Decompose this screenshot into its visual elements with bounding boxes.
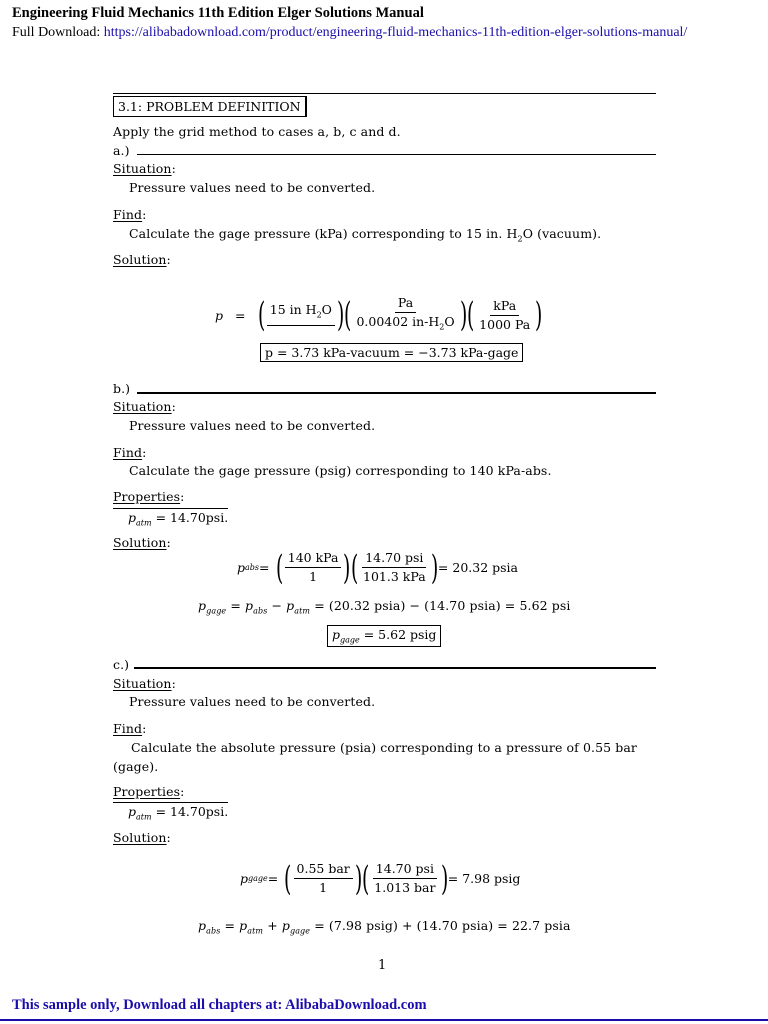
part-b-situation-label: Situation: (113, 399, 176, 414)
fraction-2: $\frac{\text{14.70 psi}}{\text{101.3 kPa}}$ (363, 550, 426, 584)
fraction-1: $\frac{\text{140 kPa}}{1}$ (285, 551, 342, 584)
fraction-2: $\frac{\text{14.70 psi}}{\text{1.013 bar}}$ (374, 861, 436, 895)
download-link[interactable]: https://alibabadownload.com/product/engineering-fluid-mechanics-11th-edition-elger-solutions-manual/ (103, 25, 688, 40)
part-c-situation-label: Situation: (113, 676, 176, 691)
part-a-result: p = 3.73 kPa-vacuum = −3.73 kPa-gage (260, 343, 523, 362)
part-b-result: $p_{gage} = 5.62$ psig (327, 625, 441, 647)
part-b-find-label: Find: (113, 445, 147, 460)
footer-rule (0, 1019, 768, 1021)
part-b-properties-label: Properties: (113, 489, 185, 504)
part-c-rule (134, 667, 656, 669)
part-c-marker: c.) (113, 657, 130, 672)
part-a-situation-label: Situation: (113, 161, 176, 176)
part-c-property: $p_{atm} = 14.70psi$. (113, 802, 228, 822)
download-line (12, 25, 687, 41)
fraction-1: 15 in $H_2O$ (267, 303, 335, 328)
document-title: Engineering Fluid Mechanics 11th Edition Elger Solutions Manual (12, 5, 424, 21)
part-b-solution-label: Solution: (113, 535, 171, 550)
part-a-solution-label: Solution: (113, 252, 171, 267)
part-b-find-text: Calculate the gage pressure (psig) corresponding to 140 kPa-abs. (129, 463, 552, 478)
part-a-rule (137, 154, 656, 155)
intro-text: Apply the grid method to cases a, b, c and d. (113, 124, 401, 139)
part-c-properties-label: Properties: (113, 784, 185, 799)
eq-var: p (215, 307, 224, 323)
part-a-marker: a.) (113, 143, 130, 158)
download-prefix: Full Download: (12, 25, 104, 40)
part-c-equation-1: p gage = ( $\frac{\text{0.55 bar}}{1}$ ) ( $\frac{\text{14.70 psi}}{\text{1.013 bar}}$ ) = 7.98 psig (240, 858, 521, 899)
part-c-equation-2: $p_{abs} = p_{atm} + p_{gage} = (7.98$ psig) + (14.70 psia) = 22.7 psia (198, 918, 571, 936)
section-top-rule (113, 93, 656, 94)
part-c-find-label: Find: (113, 721, 147, 736)
part-b-situation-text: Pressure values need to be converted. (129, 418, 376, 433)
part-b-equation-1: p abs = ( $\frac{\text{140 kPa}}{1}$ ) ( $\frac{\text{14.70 psi}}{\text{101.3 kPa}}$ ) = 20.32 psia (237, 547, 518, 588)
part-c-situation-text: Pressure values need to be converted. (129, 694, 376, 709)
part-b-property: $p_{atm} = 14.70psi$. (113, 508, 228, 528)
part-b-marker: b.) (113, 381, 131, 396)
part-b-equation-2: $p_{gage} = p_{abs} - p_{atm} = (20.32$ psia) − (14.70 psia) = 5.62 psi (198, 598, 571, 616)
part-a-situation-text: Pressure values need to be converted. (129, 180, 376, 195)
footer-download-text[interactable]: This sample only, Download all chapters at: AlibabaDownload.com (12, 997, 427, 1013)
part-c-solution-label: Solution: (113, 830, 171, 845)
part-c-find-text-2: (gage). (113, 759, 159, 774)
part-a-find-text: Calculate the gage pressure (kPa) corresponding to 15 in. $H_2O$ (vacuum). (129, 226, 602, 244)
fraction-3: $\frac{\text{kPa}}{1000 Pa}$ (479, 297, 531, 332)
eq-sign: = (235, 307, 246, 323)
part-c-find-text-1: Calculate the absolute pressure (psia) corresponding to a pressure of 0.55 bar (131, 740, 637, 755)
part-b-rule (137, 392, 656, 394)
part-a-equation: p = ( 15 in $H_2O$ ) ( $\frac{Pa}{0.00402 in-H_2O}$ ) ( $\frac{\text{kPa}}{1000 Pa}$ ) (215, 295, 543, 336)
fraction-2: $\frac{Pa}{0.00402 in-H_2O}$ (356, 295, 455, 332)
fraction-1: $\frac{\text{0.55 bar}}{1}$ (294, 862, 353, 895)
page-number: 1 (378, 958, 387, 973)
part-a-find-label: Find: (113, 207, 147, 222)
section-title-box: 3.1: PROBLEM DEFINITION (113, 96, 307, 117)
